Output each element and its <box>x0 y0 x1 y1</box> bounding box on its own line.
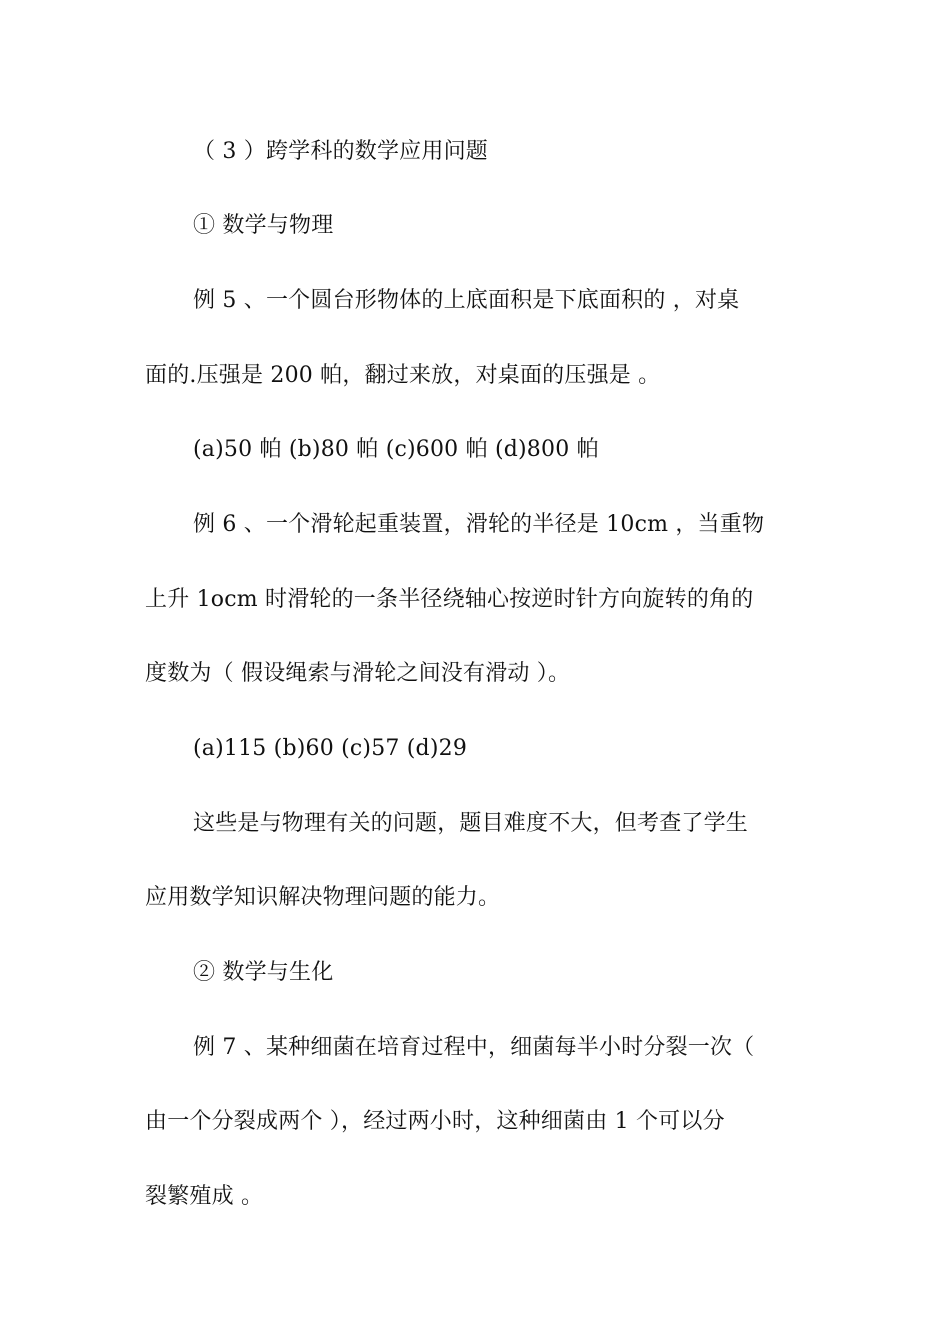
example-7-line-2: 由一个分裂成两个 ），经过两小时，这种细菌由 1 个可以分 <box>145 1109 725 1134</box>
summary-line-1: 这些是与物理有关的问题，题目难度不大，但考查了学生 <box>193 811 749 836</box>
example-5-options: (a)50 帕 (b)80 帕 (c)600 帕 (d)800 帕 <box>193 437 599 462</box>
example-6-line-1: 例 6 、一个滑轮起重装置，滑轮的半径是 10cm ，当重物 <box>193 512 765 537</box>
example-5-line-1: 例 5 、一个圆台形物体的上底面积是下底面积的 ，对桌 <box>193 288 740 313</box>
example-7-line-1: 例 7 、某种细菌在培育过程中，细菌每半小时分裂一次（ <box>193 1035 755 1060</box>
example-6-line-2: 上升 1ocm 时滑轮的一条半径绕轴心按逆时针方向旋转的角的 <box>145 587 754 612</box>
section-heading: （ 3 ）跨学科的数学应用问题 <box>193 139 488 164</box>
example-7-line-3: 裂繁殖成 。 <box>145 1184 264 1209</box>
summary-line-2: 应用数学知识解决物理问题的能力。 <box>145 885 501 910</box>
example-6-line-3: 度数为（ 假设绳索与滑轮之间没有滑动 ）。 <box>145 661 571 686</box>
subsection-math-physics: ① 数学与物理 <box>193 213 334 238</box>
subsection-math-biochem: ② 数学与生化 <box>193 960 334 985</box>
example-5-line-2: 面的.压强是 200 帕，翻过来放，对桌面的压强是 。 <box>145 363 661 388</box>
example-6-options: (a)115 (b)60 (c)57 (d)29 <box>193 736 468 761</box>
